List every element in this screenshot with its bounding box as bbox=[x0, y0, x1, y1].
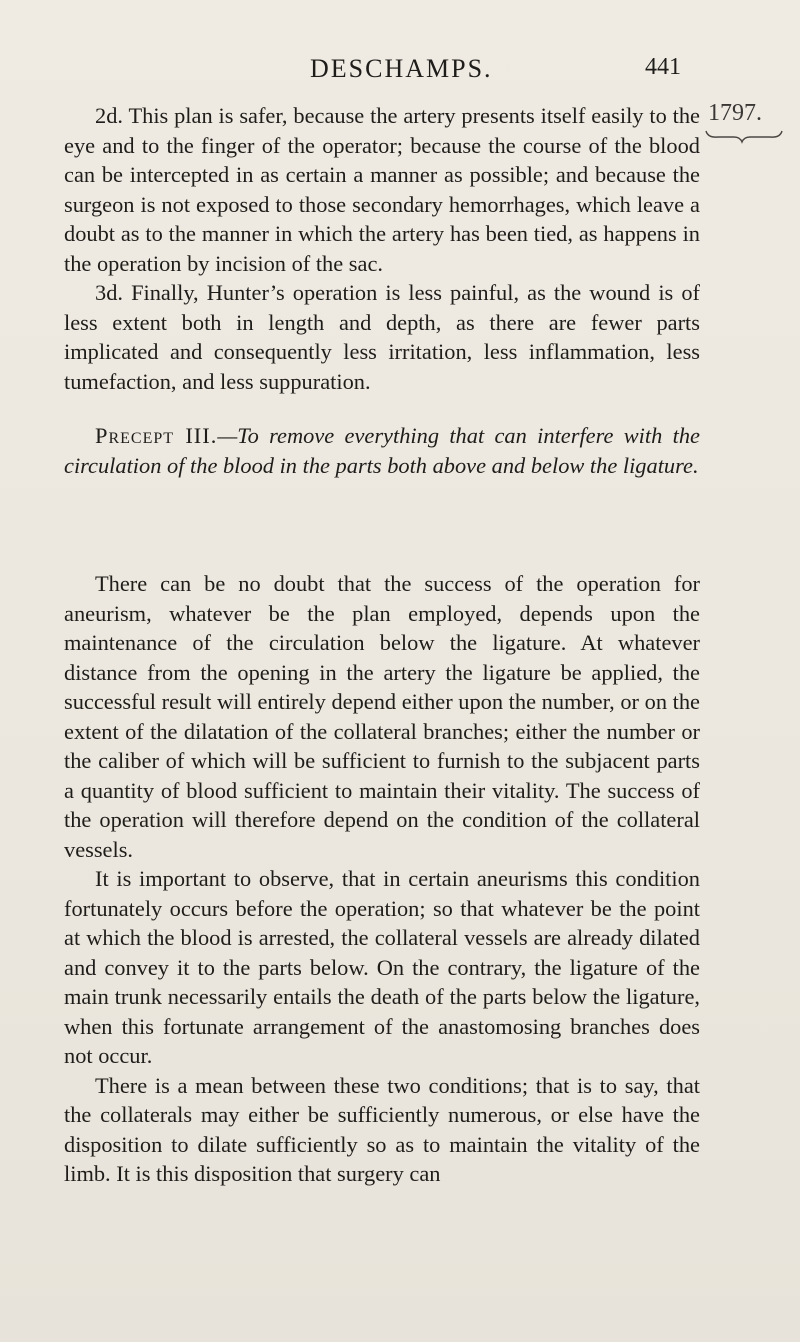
margin-year-note: 1797. bbox=[708, 100, 762, 126]
page-number: 441 bbox=[645, 54, 681, 80]
paragraph-success: There can be no doubt that the success of the operation for aneurism, whatever be the plan employed, depends upon the maintenance of the circulation below the ligature. At whatever distance from the opening in the artery the ligature be applied, the successful result will entirely depend either upon the number, or on the extent of the dilatation of the collateral branches; either the number or the caliber of which will be sufficient to furnish to the subjacent parts a quantity of blood sufficient to maintain their vitality. The success of the operation will therefore depend on the condition of the collateral vessels. bbox=[64, 571, 700, 862]
margin-brace-mark bbox=[704, 128, 784, 144]
paragraph-3d: 3d. Finally, Hunter’s operation is less painful, as the wound is of less extent both in length and depth, as there are fewer parts implicated and consequently less irritation, less inflammation, less tumefaction, and less suppuration. bbox=[64, 280, 700, 394]
precept-text: —To remove everything that can interfere with the circulation of the blood in the parts both above and below the ligature. bbox=[64, 423, 700, 478]
precept-block bbox=[64, 421, 700, 480]
paragraph-mean: There is a mean between these two conditions; that is to say, that the collaterals may either be sufficiently numerous, or else have the disposition to dilate sufficiently so as to maintain the vitality of the limb. It is this disposition that surgery can bbox=[64, 1072, 700, 1186]
paragraph-2d: 2d. This plan is safer, because the artery presents itself easily to the eye and to the finger of the operator; because the course of the blood can be intercepted in as certain a manner as possible; and because the surgeon is not exposed to those secondary hemorrhages, which leave a doubt as to the manner in which the artery has been tied, as happens in the operation by incision of the sac. bbox=[64, 103, 700, 276]
precept-label: Precept III. bbox=[95, 423, 218, 448]
running-head: DESCHAMPS. bbox=[310, 54, 493, 83]
top-text-block bbox=[64, 101, 700, 396]
bottom-text-block bbox=[64, 569, 700, 1189]
paragraph-important: It is important to observe, that in certain aneurisms this condition fortunately occurs before the operation; so that whatever be the point at which the blood is arrested, the collateral vessels are already dilated and convey it to the parts below. On the contrary, the ligature of the main trunk necessarily entails the death of the parts below the ligature, when this fortunate arrangement of the anastomosing branches does not occur. bbox=[64, 866, 700, 1068]
